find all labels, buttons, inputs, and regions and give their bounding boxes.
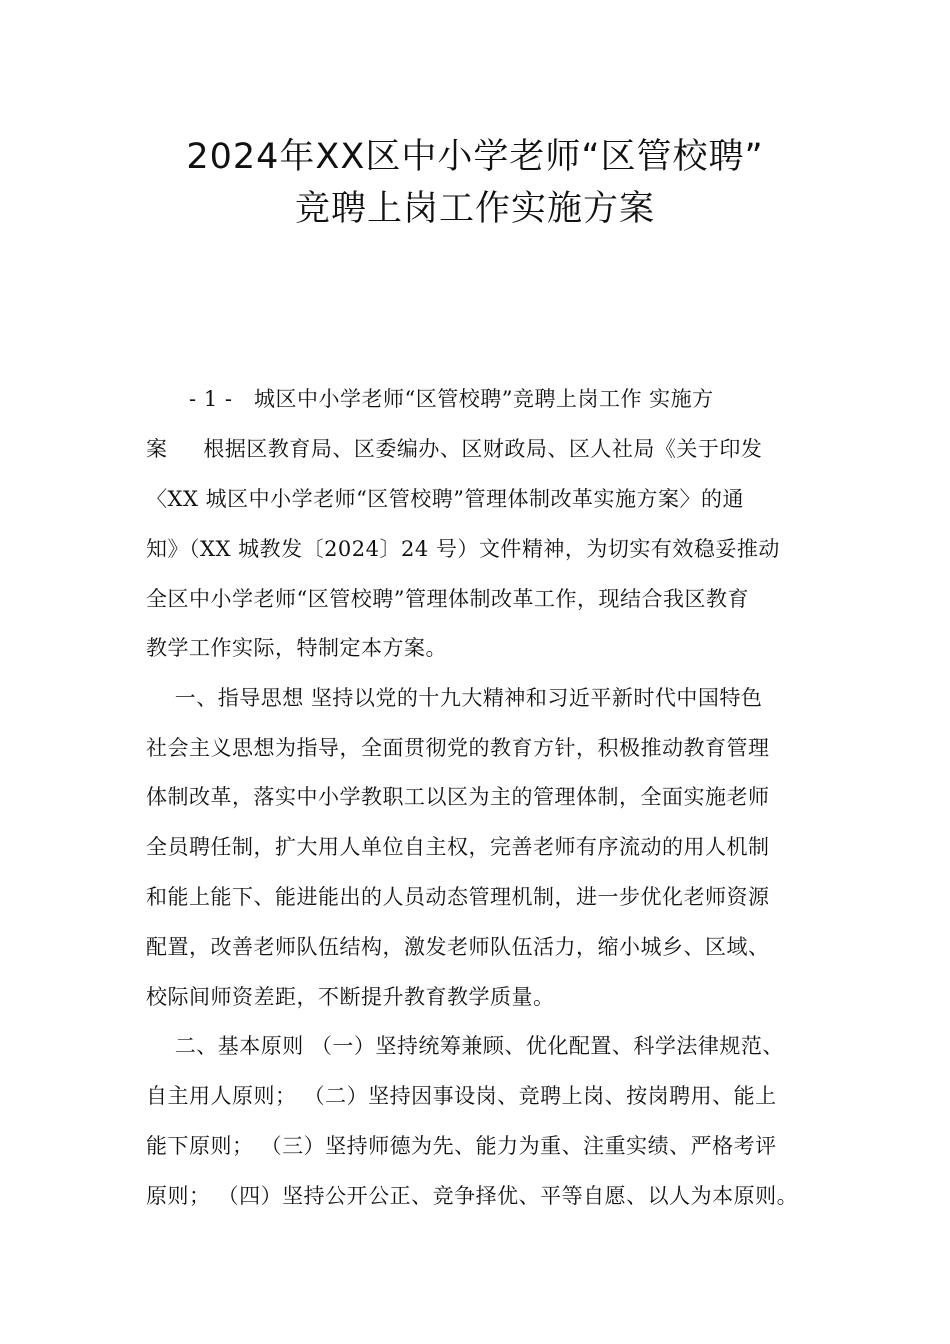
document-title-line-2: 竞聘上岗工作实施方案 (294, 189, 655, 229)
body-line: 一、指导思想 坚持以党的十九大精神和习近平新时代中国特色 (146, 686, 763, 710)
body-line: 校际间师资差距，不断提升教育教学质量。 (146, 985, 555, 1009)
document-title-line-1: 2024年XX区中小学老师“区管校聘” (186, 137, 764, 177)
body-line: 二、基本原则 （一）坚持统筹兼顾、优化配置、科学法律规范、 (146, 1034, 784, 1058)
body-line: 体制改革，落实中小学教职工以区为主的管理体制，全面实施老师 (146, 785, 770, 809)
body-line: 全员聘任制，扩大用人单位自主权，完善老师有序流动的用人机制 (146, 835, 770, 859)
body-line: 配置，改善老师队伍结构，激发老师队伍活力，缩小城乡、区域、 (146, 935, 770, 959)
body-line: 知》（XX 城教发〔2024〕24 号）文件精神，为切实有效稳妥推动 (146, 537, 780, 561)
body-line: 〈XX 城区中小学老师“区管校聘”管理体制改革实施方案〉的通 (146, 487, 745, 511)
body-line: 社会主义思想为指导，全面贯彻党的教育方针，积极推动教育管理 (146, 736, 770, 760)
body-line: 全区中小学老师“区管校聘”管理体制改革工作，现结合我区教育 (146, 587, 749, 611)
body-line: 和能上能下、能进能出的人员动态管理机制，进一步优化老师资源 (146, 885, 770, 909)
body-line: - 1 - 城区中小学老师“区管校聘”竞聘上岗工作 实施方 (146, 387, 714, 411)
body-line: 能下原则； （三）坚持师德为先、能力为重、注重实绩、严格考评 (146, 1134, 777, 1158)
body-line: 自主用人原则； （二）坚持因事设岗、竞聘上岗、按岗聘用、能上 (146, 1084, 777, 1108)
body-line: 教学工作实际，特制定本方案。 (146, 636, 447, 660)
body-line: 案 根据区教育局、区委编办、区财政局、区人社局《关于印发 (146, 437, 763, 461)
body-line: 原则； （四）坚持公开公正、竞争择优、平等自愿、以人为本原则。 (146, 1184, 799, 1208)
